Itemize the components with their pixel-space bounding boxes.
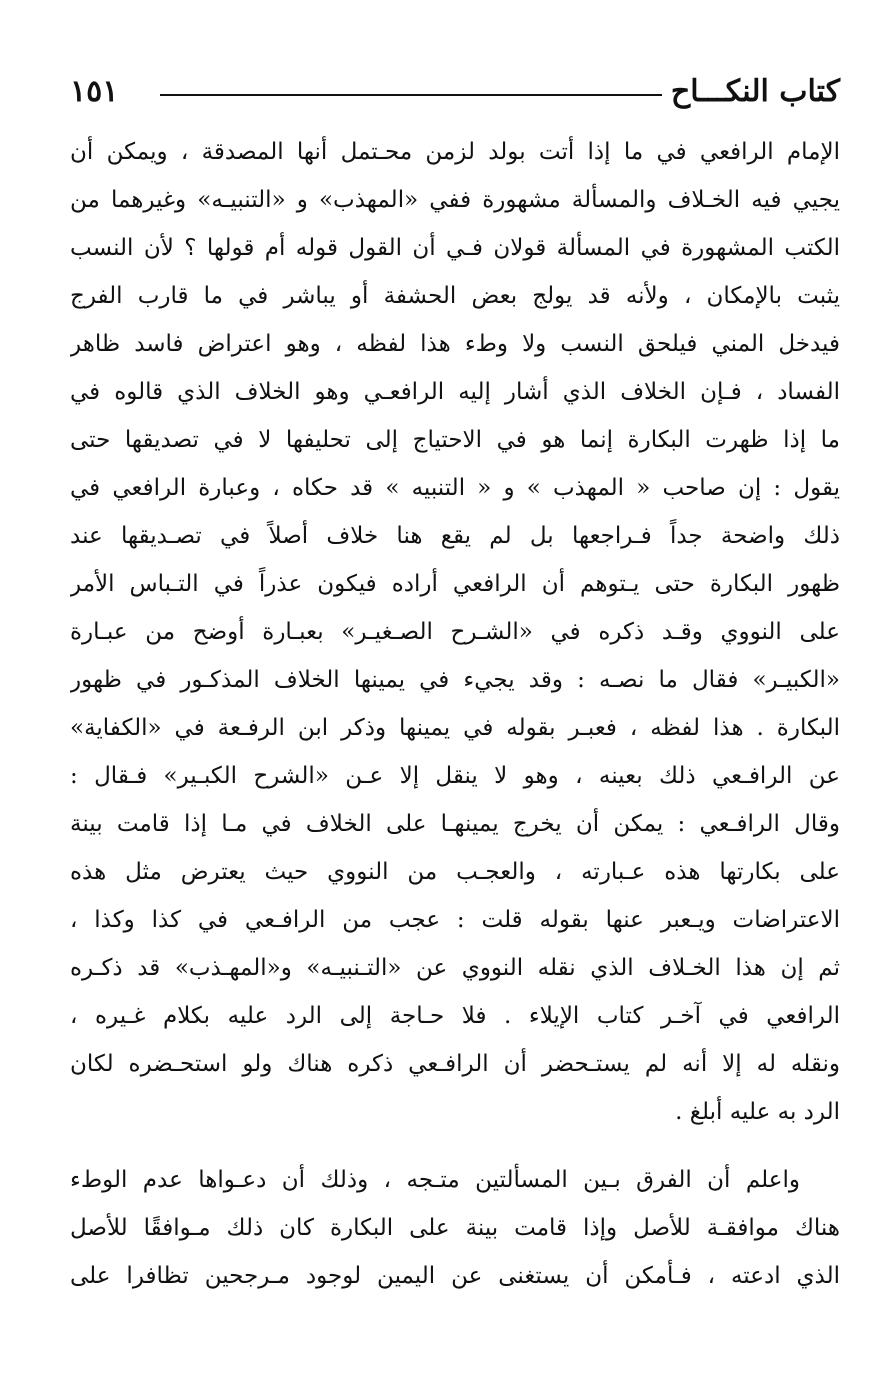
- text-line: «الكبيـر» فقال ما نصـه : وقد يجيء في يمينها الخلاف المذكـور في ظهور: [70, 667, 840, 693]
- header-rule: [160, 94, 662, 96]
- text-line: هناك موافقـة للأصل وإذا قامت بينة على البكارة كان ذلك مـوافقًا للأصل: [70, 1215, 840, 1241]
- text-line: على النووي وقـد ذكره في «الشـرح الصـغيـر» بعبـارة أوضح من عبـارة: [70, 619, 840, 645]
- text-line: ظهور البكارة حتى يـتوهم أن الرافعي أراده فيكون عذراً في التـباس الأمر: [70, 571, 840, 597]
- text-line: الكتب المشهورة في المسألة قولان فـي أن القول قوله أم قولها ؟ لأن النسب: [70, 235, 840, 261]
- text-line: فيدخل المني فيلحق النسب ولا وطء هذا لفظه ، وهو اعتراض فاسد ظاهر: [70, 331, 840, 357]
- text-line: وقال الرافـعي : يمكن أن يخرج يمينهـا على الخلاف في مـا إذا قامت بينة: [70, 811, 840, 837]
- text-line: يجيي فيه الخـلاف والمسألة مشهورة ففي «المهذب» و «التنبيـه» وغيرهما من: [70, 187, 840, 213]
- text-line: ذلك واضحة جداً فـراجعها بل لم يقع هنا خلاف أصلاً في تصـديقها عند: [70, 523, 840, 549]
- text-line: يثبت بالإمكان ، ولأنه قد يولج بعض الحشفة أو يباشر في ما قارب الفرج: [70, 283, 840, 309]
- running-header: [70, 72, 840, 116]
- text-line: البكارة . هذا لفظه ، فعبـر بقوله في يمينها وذكر ابن الرفـعة في «الكفاية»: [70, 715, 840, 741]
- text-line: ثم إن هذا الخـلاف الذي نقله النووي عن «التـنبيـه» و«المهـذب» قد ذكـره: [70, 955, 840, 981]
- text-line: على بكارتها هذه عـبارته ، والعجـب من النووي حيث يعترض مثل هذه: [70, 859, 840, 885]
- text-line-indented: واعلم أن الفرق بـين المسألتين متـجه ، وذلك أن دعـواها عدم الوطء: [70, 1167, 800, 1193]
- body-text: [70, 128, 840, 1300]
- text-line: الاعتراضات ويـعبر عنها بقوله قلت : عجب من الرافـعي في كذا وكذا ،: [70, 907, 840, 933]
- text-line: ونقله له إلا أنه لم يستـحضر أن الرافـعي ذكره هناك ولو استحـضره لكان: [70, 1051, 840, 1077]
- text-line: عن الرافـعي ذلك بعينه ، وهو لا ينقل إلا عـن «الشرح الكبـير» فـقال :: [70, 763, 840, 789]
- text-line: الذي ادعته ، فـأمكن أن يستغنى عن اليمين لوجود مـرجحين تظافرا على: [70, 1263, 840, 1289]
- text-line: الإمام الرافعي في ما إذا أتت بولد لزمن محـتمل أنها المصدقة ، ويمكن أن: [70, 139, 840, 165]
- text-line: الرافعي في آخـر كتاب الإيلاء . فلا حـاجة إلى الرد عليه بكلام غـيره ،: [70, 1003, 840, 1029]
- page-number: ١٥١: [70, 74, 119, 109]
- chapter-title: كتاب النكـــاح: [670, 74, 840, 109]
- text-line: الفساد ، فـإن الخلاف الذي أشار إليه الرافعـي وهو الخلاف الذي قالوه في: [70, 379, 840, 405]
- text-line: يقول : إن صاحب « المهذب » و « التنبيه » قد حكاه ، وعبارة الرافعي في: [70, 475, 840, 501]
- paragraph-gap: [70, 1136, 840, 1156]
- text-line: ما إذا ظهرت البكارة إنما هو في الاحتياج إلى تحليفها لا في تصديقها حتى: [70, 427, 840, 453]
- text-line-last: الرد به عليه أبلغ .: [675, 1099, 840, 1125]
